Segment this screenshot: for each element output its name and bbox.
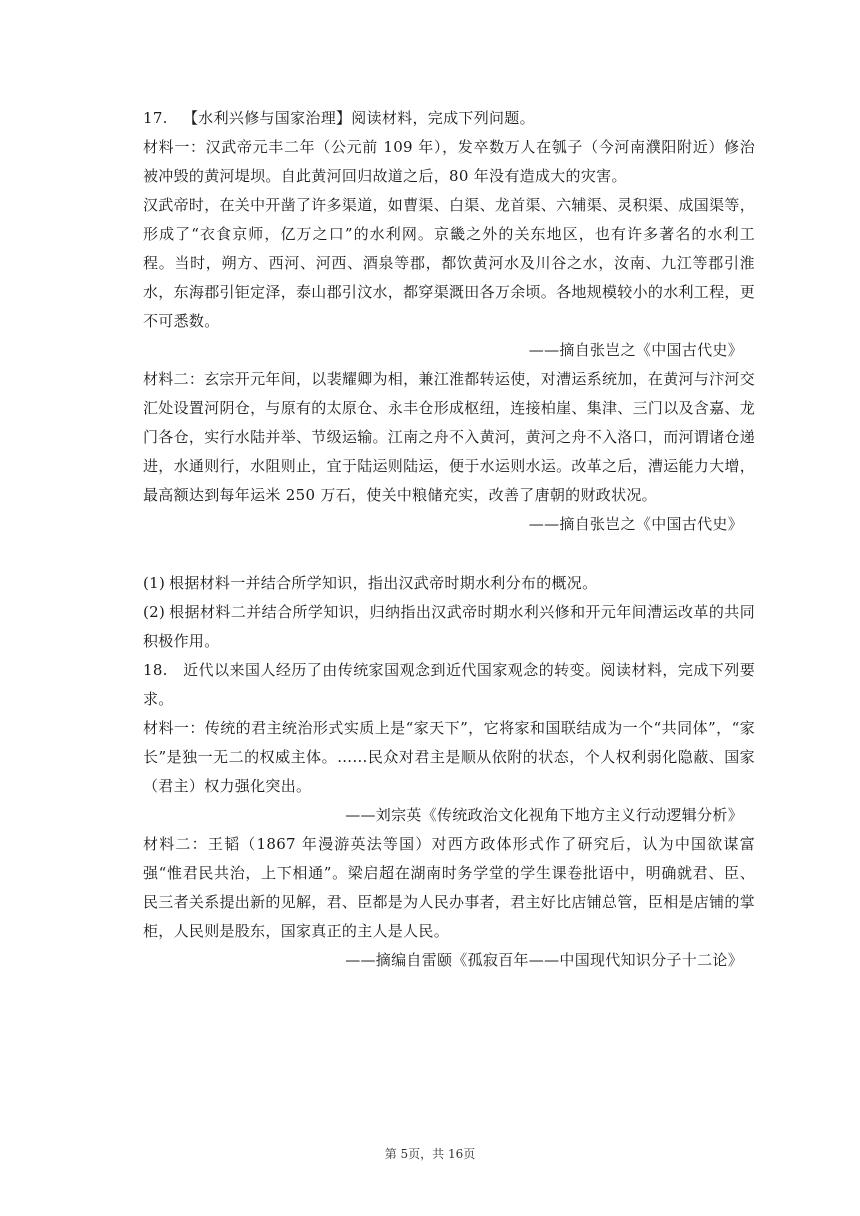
q17-subquestion-1 [143, 569, 755, 598]
q17-subquestion-2-number: (2) [143, 603, 166, 621]
question-17-number: 17. [143, 109, 168, 127]
question-18-title: 近代以来国人经历了由传统家国观念到近代国家观念的转变。阅读材料，完成下列要求。 [143, 661, 755, 708]
q18-material-1-paragraph: 材料一：传统的君主统治形式实质上是“家天下”，它将家和国联结成为一个“共同体”，“家长”是独一无二的权威主体。……民众对君主是顺从依附的状态，个人权利弱化隐蔽、国家（君主）权力强化突出。 [143, 719, 755, 795]
q17-material-2-source: ——摘自张岂之《中国古代史》 [528, 515, 743, 533]
q17-subquestion-1-text: 根据材料一并结合所学知识，指出汉武帝时期水利分布的概况。 [169, 574, 598, 592]
q17-material-1-paragraph-2: 汉武帝时，在关中开凿了许多渠道，如曹渠、白渠、龙首渠、六辅渠、灵积渠、成国渠等，形成了“衣食京师，亿万之口”的水利网。京畿之外的关东地区，也有许多著名的水利工程。当时，朔方、西河、河西、酒泉等郡，都饮黄河水及川谷之水，汝南、九江等郡引淮水，东海郡引钜定泽，泰山郡引汶水，都穿渠溉田各万余顷。各地规模较小的水利工程，更不可悉数。 [143, 196, 756, 330]
q18-material-2-source: ——摘编自雷颐《孤寂百年——中国现代知识分子十二论》 [345, 951, 743, 969]
section-spacer [143, 539, 755, 569]
q17-material-2-paragraph: 材料二：玄宗开元年间，以裴耀卿为相，兼江淮都转运使，对漕运系统加，在黄河与汴河交汇处设置河阴仓，与原有的太原仓、永丰仓形成枢纽，连接柏崖、集津、三门以及含嘉、龙门各仓，实行水陆并举、节级运输。江南之舟不入黄河，黄河之舟不入洛口，而河谓诸仓递进，水通则行，水阻则止，宜于陆运则陆运，便于水运则水运。改革之后，漕运能力大增，最高额达到每年运米 250 万石，使关中粮储充实，改善了唐朝的财政状况。 [143, 370, 756, 504]
question-18-number: 18. [143, 661, 168, 679]
q18-material-2-paragraph: 材料二：王韬（1867 年漫游英法等国）对西方政体形式作了研究后，认为中国欲谋富强“惟君民共治，上下相通”。梁启超在湖南时务学堂的学生课卷批语中，明确就君、臣、民三者关系提出新的见解，君、臣都是为人民办事者，君主好比店铺总管，臣相是店铺的掌柜，人民则是股东，国家真正的主人是人民。 [143, 835, 756, 940]
page-content [143, 104, 755, 975]
q17-subquestion-2 [143, 598, 755, 656]
question-17-title: 【水利兴修与国家治理】阅读材料，完成下列问题。 [183, 109, 535, 127]
q17-subquestion-1-number: (1) [143, 574, 166, 592]
page-footer [0, 1145, 860, 1162]
page-number-label: 第 5页，共 16页 [384, 1147, 476, 1161]
question-18-heading [143, 656, 755, 714]
question-17-heading [143, 104, 755, 133]
q17-material-1-paragraph-1: 材料一：汉武帝元丰二年（公元前 109 年），发卒数万人在瓠子（今河南濮阳附近）修治被冲毁的黄河堤坝。自此黄河回归故道之后，80 年没有造成大的灾害。 [143, 138, 755, 185]
q17-material-1-source: ——摘自张岂之《中国古代史》 [528, 341, 743, 359]
q18-material-1-source: ——刘宗英《传统政治文化视角下地方主义行动逻辑分析》 [345, 806, 743, 824]
q17-subquestion-2-text: 根据材料二并结合所学知识，归纳指出汉武帝时期水利兴修和开元年间漕运改革的共同积极作用。 [143, 603, 755, 650]
